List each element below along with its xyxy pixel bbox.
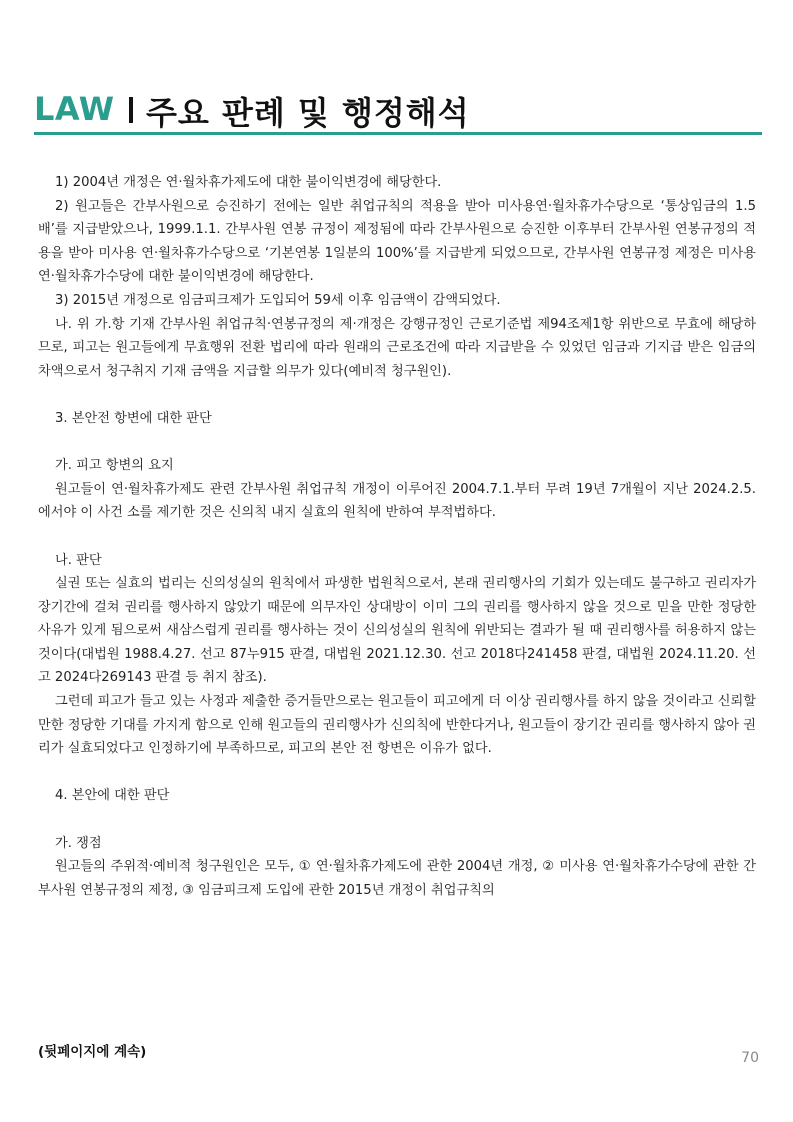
header-rule bbox=[34, 132, 762, 135]
paragraph: 그런데 피고가 들고 있는 사정과 제출한 증거들만으로는 원고들이 피고에게 더 이상 권리행사를 하지 않을 것이라고 신뢰할 만한 정당한 기대를 가지게 함으로 인해 원고들의 권리행사가 신의칙에 반한다거나, 원고들이 장기간 권리를 행사하지 않아 권리가 실효되었다고 인정하기에 부족하므로, 피고의 본안 전 항변은 이유가 없다. bbox=[38, 694, 756, 757]
section-heading: 4. 본안에 대한 판단 bbox=[55, 788, 170, 804]
subsection-heading: 가. 쟁점 bbox=[55, 835, 102, 851]
section-heading: 3. 본안전 항변에 대한 판단 bbox=[55, 410, 212, 426]
page-number: 70 bbox=[741, 1050, 759, 1066]
paragraph: 원고들의 주위적·예비적 청구원인은 모두, ① 연·월차휴가제도에 관한 2004년 개정, ② 미사용 연·월차휴가수당에 관한 간부사원 연봉규정의 제정, ③ 임금피크제 도입에 관한 2015년 개정이 취업규칙의 bbox=[38, 859, 756, 898]
paragraph: 나. 위 가.항 기재 간부사원 취업규칙·연봉규정의 제·개정은 강행규정인 근로기준법 제94조제1항 위반으로 무효에 해당하므로, 피고는 원고들에게 무효행위 전환 법리에 따라 원래의 근로조건에 따라 지급받을 수 있었던 임금과 기지급 받은 임금의 차액으로서 청구취지 기재 금액을 지급할 의무가 있다(예비적 청구원인). bbox=[38, 316, 756, 379]
paragraph: 3) 2015년 개정으로 임금피크제가 도입되어 59세 이후 임금액이 감액되었다. bbox=[55, 292, 501, 308]
subsection-heading: 나. 판단 bbox=[55, 552, 102, 568]
document-body bbox=[38, 171, 756, 902]
header-separator bbox=[129, 97, 133, 123]
paragraph: 1) 2004년 개정은 연·월차휴가제도에 대한 불이익변경에 해당한다. bbox=[55, 175, 442, 190]
continued-note: (뒷페이지에 계속) bbox=[38, 1044, 147, 1060]
paragraph: 원고들이 연·월차휴가제도 관련 간부사원 취업규칙 개정이 이루어진 2004.7.1.부터 무려 19년 7개월이 지난 2024.2.5.에서야 이 사건 소를 제기한 것은 신의칙 내지 실효의 원칙에 반하여 부적법하다. bbox=[38, 481, 756, 521]
page-header bbox=[34, 84, 762, 136]
page-title: 주요 판례 및 행정해석 bbox=[146, 94, 470, 132]
section-label: LAW bbox=[34, 90, 115, 128]
subsection-heading: 가. 피고 항변의 요지 bbox=[55, 458, 174, 474]
paragraph: 2) 원고들은 간부사원으로 승진하기 전에는 일반 취업규칙의 적용을 받아 미사용연·월차휴가수당으로 ‘통상임금의 1.5배’를 지급받았으나, 1999.1.1. 간부사원 연봉 규정이 제정됨에 따라 간부사원으로 승진한 이후부터 간부사원 연봉규정의 적용을 받아 미사용 연·월차휴가수당으로 ‘기본연봉 1일분의 100%’를 지급받게 되었으므로, 간부사원 연봉규정 제정은 미사용 연·월차휴가수당에 대한 불이익변경에 해당한다. bbox=[38, 198, 756, 285]
paragraph: 실권 또는 실효의 법리는 신의성실의 원칙에서 파생한 법원칙으로서, 본래 권리행사의 기회가 있는데도 불구하고 권리자가 장기간에 걸쳐 권리를 행사하지 않았기 때문에 의무자인 상대방이 이미 그의 권리를 행사하지 않을 것으로 믿을 만한 정당한 사유가 있게 됨으로써 새삼스럽게 권리를 행사하는 것이 신의성실의 원칙에 위반되는 결과가 될 때 권리행사를 허용하지 않는 것이다(대법원 1988.4.27. 선고 87누915 판결, 대법원 2021.12.30. 선고 2018다241458 판결, 대법원 2024.11.20. 선고 2024다269143 판결 등 취지 참조). bbox=[38, 576, 756, 686]
